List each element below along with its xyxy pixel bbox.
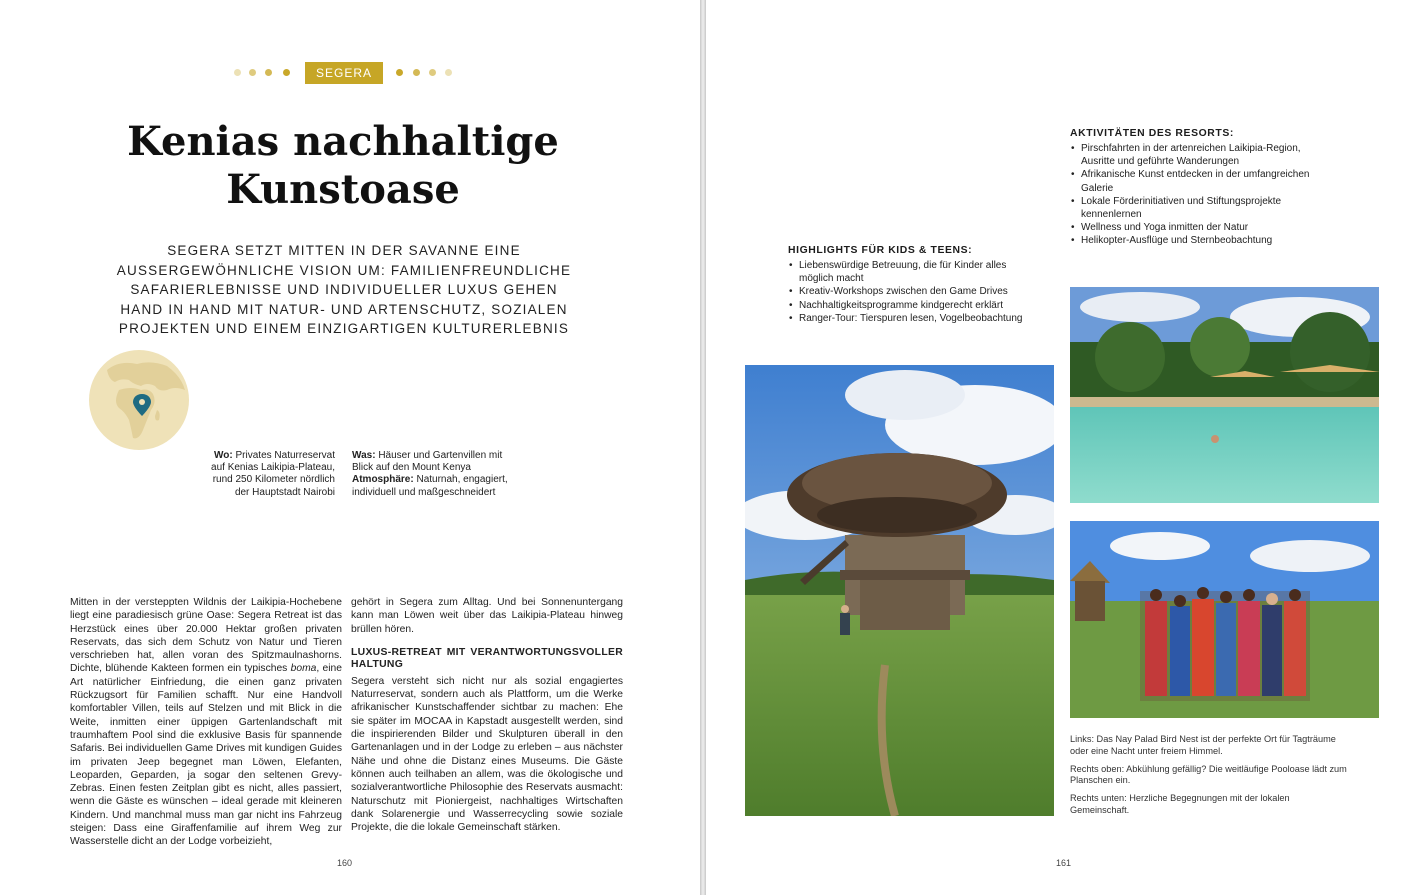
body-column-2 [351, 596, 623, 834]
list-item: • Kreativ-Workshops zwischen den Game Drives [788, 285, 1033, 298]
body-column-1 [70, 596, 342, 849]
fact-where [198, 450, 335, 499]
list-item: • Lokale Förderinitiativen und Stiftungsprojekte kennenlernen [1070, 195, 1310, 221]
highlights-title: HIGHLIGHTS FÜR KIDS & TEENS: [788, 245, 973, 256]
fact-atmosphere-text: Naturnah, engagiert, individuell und maßgeschneidert [352, 474, 508, 498]
decor-dot [445, 69, 452, 76]
photo-captions [1070, 734, 1350, 823]
caption-bottom-right: Rechts unten: Herzliche Begegnungen mit der lokalen Gemeinschaft. [1070, 793, 1290, 815]
decor-dot [283, 69, 290, 76]
activities-title: AKTIVITÄTEN DES RESORTS: [1070, 128, 1234, 139]
caption-top-right: Rechts oben: Abkühlung gefällig? Die weitläufige Pooloase lädt zum Planschen ein. [1070, 763, 1347, 786]
list-item: • Helikopter-Ausflüge und Sternbeobachtung [1070, 234, 1310, 247]
decor-dot [265, 69, 272, 76]
fact-what-label: Was: [352, 450, 376, 461]
fact-atmosphere-label: Atmosphäre: [352, 474, 414, 486]
section-tag: SEGERA [305, 62, 383, 84]
highlights-list [788, 259, 1033, 325]
subheading: LUXUS-RETREAT MIT VERANTWORTUNGSVOLLER HALTUNG [351, 646, 623, 671]
fact-what-text: Häuser und Gartenvillen mit Blick auf den Mount Kenya [352, 450, 503, 474]
right-page [706, 0, 1404, 895]
body-text: , eine Art natürlicher Einfriedung, die einen ganz privaten Rückzugsort für Familien schafft. Nur eine Handvoll komfortabler Villen, teils auf Stelzen und mit Blick in die Weite, inmitten einer üppigen Gartenlandschaft mit traumhaftem Pool sind die exklusive Basis für spannende Safaris. Bei individuellen Game Drives mit kundigen Guides im privaten Jeep begegnet man Löwen, Elefanten, Leoparden, Geparden, ja sogar den seltenen Grevy-Zebras. Einen festen Zeitplan gibt es nicht, alles passiert, wenn die Gäste es wünschen – ideal gerade mit kleineren Kindern. Und manchmal muss man gar nicht ins Fahrzeug steigen: Dass eine Giraffenfamilie auf ihrem Weg zur Wasserstelle dicht an der Lodge vorbeizieht, [70, 663, 342, 848]
fact-where-label: Wo: [214, 450, 233, 461]
lead-paragraph: SEGERA SETZT MITTEN IN DER SAVANNE EINE AUSSERGEWÖHNLICHE VISION UM: FAMILIENFREUNDLICHE SAFARIERLEBNISSE UND INDIVIDUELLER LUXUS GEHEN HAND IN HAND MIT NATUR- UND ARTENSCHUTZ, SOZIALEN PROJEKTEN UND EINEM EINZIGARTIGEN KULTURERLEBNIS [116, 243, 572, 336]
body-text: gehört in Segera zum Alltag. Und bei Sonnenuntergang kann man Löwen weit über das Laikipia-Plateau hinweg brüllen hören. [351, 597, 623, 635]
fact-what [352, 450, 522, 499]
activities-list [1070, 142, 1310, 248]
section-kicker [0, 62, 700, 84]
article-title [100, 118, 586, 214]
decor-dot [396, 69, 403, 76]
title-line-1: Kenias nachhaltige [127, 118, 559, 165]
list-item: • Wellness und Yoga inmitten der Natur [1070, 221, 1310, 234]
list-item: • Liebenswürdige Betreuung, die für Kinder alles möglich macht [788, 259, 1033, 285]
pool-photo [1070, 287, 1379, 503]
highlights-box [788, 245, 1033, 325]
list-item: • Afrikanische Kunst entdecken in der umfangreichen Galerie [1070, 168, 1310, 194]
page-number: 161 [1056, 858, 1072, 868]
body-text: Segera versteht sich nicht nur als sozial engagiertes Naturreservat, sondern auch als Plattform, um die Werke afrikanischer Kunstschaffender sichtbar zu machen: Ehe sie später im MOCAA in Kapstadt ausgestellt werden, sind die inspirierenden Bilder und Skulpturen überall in den Gartenanlagen und in der Lodge zu erleben – aus nächster Nähe und ohne die Distanz eines Museums. Die Gäste können auch teilhaben an allem, was die ökologische und sozialverantwortliche Philosophie des Reservats ausmacht: Naturschutz mit Pioniergeist, nachhaltiges Wirtschaften dank Solarenergie und Wasserrecycling sowie soziale Projekte, die die lokale Gemeinschaft stärken. [351, 675, 623, 834]
activities-box [1070, 128, 1310, 248]
list-item: • Pirschfahrten in der artenreichen Laikipia-Region, Ausritte und geführte Wanderungen [1070, 142, 1310, 168]
location-globe-icon [89, 350, 189, 450]
decor-dot [234, 69, 241, 76]
decor-dot [413, 69, 420, 76]
title-line-2: Kunstoase [226, 166, 460, 213]
bird-nest-photo [745, 365, 1054, 816]
fact-where-text: Privates Naturreservat auf Kenias Laikipia-Plateau, rund 250 Kilometer nördlich der Hauptstadt Nairobi [211, 450, 335, 498]
list-item: • Nachhaltigkeitsprogramme kindgerecht erklärt [788, 299, 1033, 312]
decor-dot [429, 69, 436, 76]
left-page [0, 0, 700, 895]
body-text: Mitten in der versteppten Wildnis der Laikipia-Hochebene liegt eine paradiesisch grüne Oase: Segera Retreat ist das Herzstück eines über 20.000 Hektar großen privaten Reservats, das sich dem Schutz von Natur und Tieren verschrieben hat, allen voran des Spitzmaulnashorns. Dichte, blühende Kakteen formen ein typisches [70, 597, 342, 675]
caption-left: Links: Das Nay Palad Bird Nest ist der perfekte Ort für Tagträume oder eine Nacht unter freiem Himmel. [1070, 734, 1336, 756]
body-italic-term: boma [290, 663, 317, 675]
page-number: 160 [337, 858, 353, 868]
community-photo [1070, 521, 1379, 718]
decor-dot [249, 69, 256, 76]
list-item: • Ranger-Tour: Tierspuren lesen, Vogelbeobachtung [788, 312, 1033, 325]
